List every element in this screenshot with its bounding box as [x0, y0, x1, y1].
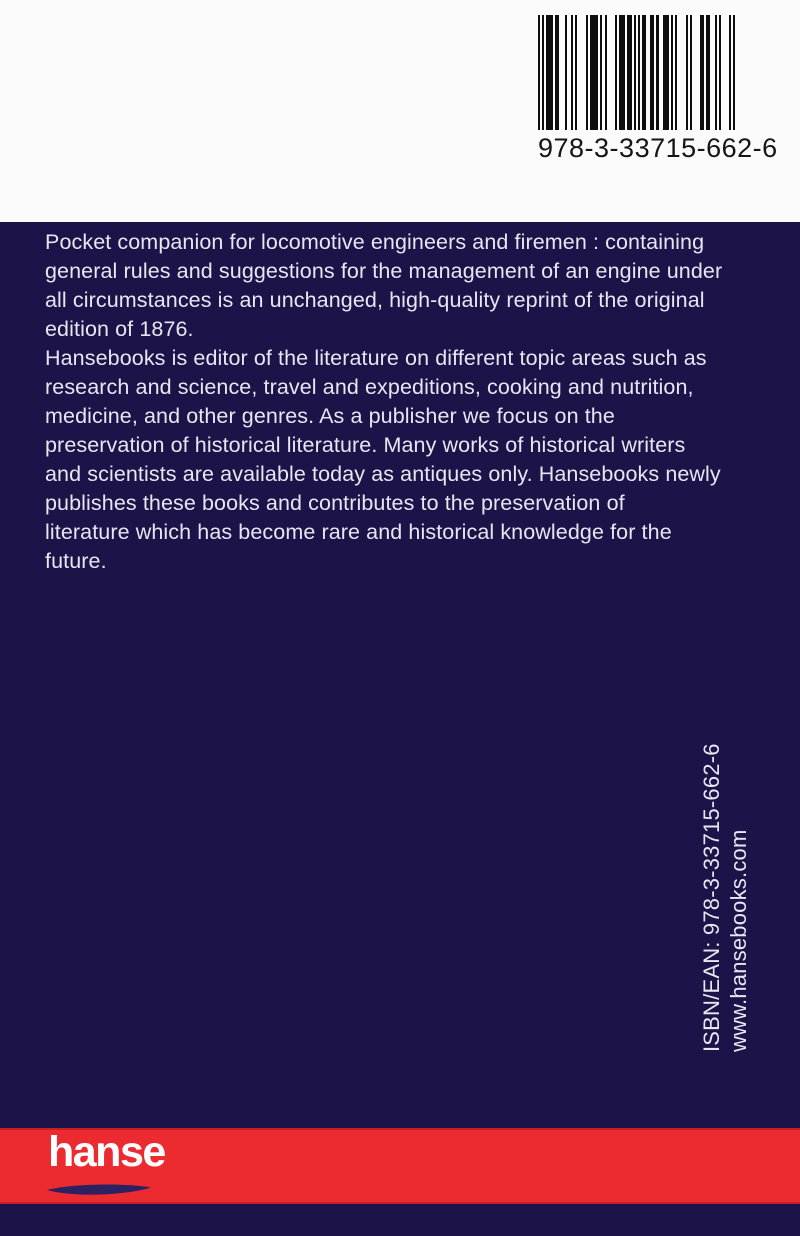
description-line: Pocket companion for locomotive engineers and firemen : containing	[45, 230, 705, 254]
publisher-line: Hansebooks is editor of the literature on different topic areas such as	[45, 346, 707, 370]
barcode-number: 978-3-33715-662-6	[538, 133, 778, 163]
vertical-spine-text	[698, 743, 752, 1052]
barcode	[538, 15, 778, 164]
publisher-line: and scientists are available today as antiques only. Hansebooks newly	[45, 462, 721, 486]
back-cover-text	[45, 228, 770, 576]
top-white-band	[0, 0, 800, 222]
description-line: general rules and suggestions for the management of an engine under	[45, 259, 723, 283]
publisher-line: publishes these books and contributes to the preservation of	[45, 491, 625, 515]
description-line: edition of 1876.	[45, 317, 194, 341]
footer-red-band	[0, 1128, 800, 1204]
hanse-logo-text: hanse	[48, 1128, 165, 1176]
description-line: all circumstances is an unchanged, high-quality reprint of the original	[45, 288, 705, 312]
publisher-line: research and science, travel and expeditions, cooking and nutrition,	[45, 375, 694, 399]
publisher-line: literature which has become rare and historical knowledge for the	[45, 520, 672, 544]
hanse-swoosh-icon	[45, 1183, 155, 1198]
bottom-navy-strip	[0, 1204, 800, 1236]
isbn-ean-label: ISBN/EAN: 978-3-33715-662-6	[699, 743, 724, 1052]
hanse-logo	[48, 1128, 168, 1201]
publisher-line: future.	[45, 549, 107, 573]
publisher-line: medicine, and other genres. As a publisher we focus on the	[45, 404, 615, 428]
publisher-line: preservation of historical literature. Many works of historical writers	[45, 433, 686, 457]
barcode-bars-icon	[538, 15, 736, 130]
website-label: www.hansebooks.com	[726, 829, 751, 1052]
